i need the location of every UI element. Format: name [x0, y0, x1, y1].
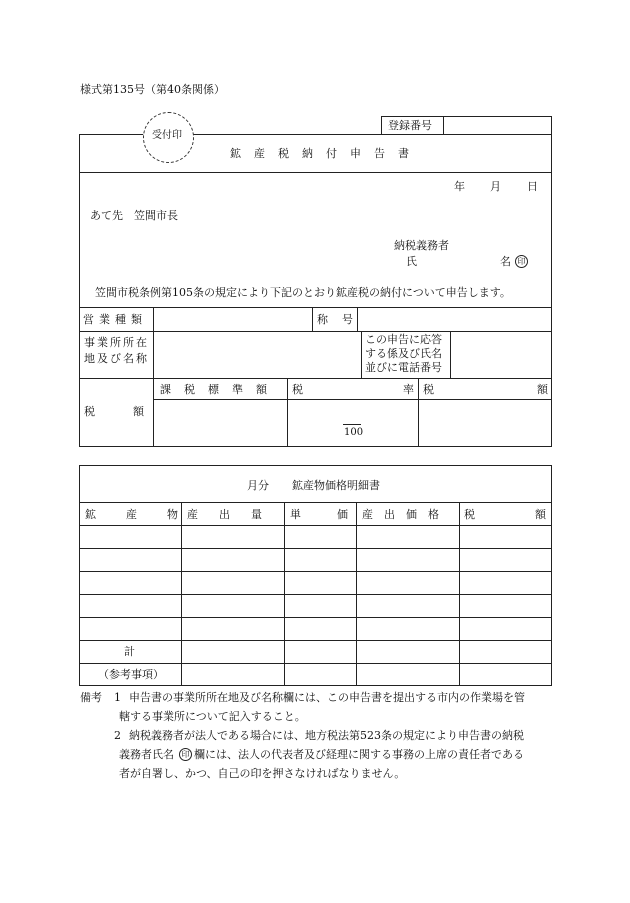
trade-name-label: [317, 313, 367, 326]
taxpayer-label: 納税義務者: [394, 239, 449, 252]
tax-amount-header-left: 税: [423, 383, 434, 396]
contact-label-3: 並びに電話番号: [365, 361, 442, 374]
business-type-field[interactable]: [155, 309, 310, 329]
note1-line2: 轄する事業所について記入すること。: [119, 710, 306, 723]
note2-line2-post: 欄には、法人の代表者及び経理に関する事務の上席の責任者である: [194, 748, 524, 761]
tax-amount-label-text: 税額: [84, 405, 182, 418]
addressee: あて先 笠間市長: [90, 209, 178, 222]
tax-amount-field[interactable]: [420, 401, 550, 445]
form-number: 様式第135号（第40条関係）: [80, 83, 225, 96]
name-label-2: 名: [500, 255, 511, 268]
receipt-stamp-label: 受付印: [152, 130, 182, 141]
header-mineral-text: 鉱産物: [85, 508, 208, 521]
office-label-2: 地及び名称: [84, 352, 149, 365]
note2-num: 2: [114, 729, 121, 742]
detail-title: 鉱産物価格明細書: [292, 479, 380, 492]
tax-base-header: 課税標準額: [160, 383, 280, 396]
form-title: 鉱 産 税 納 付 申 告 書: [230, 147, 410, 160]
header-tax: 税額: [464, 508, 606, 521]
business-type-label: 営業種類: [83, 313, 147, 326]
notes-label: 備考: [80, 691, 102, 704]
tax-rate-header-left: 税: [292, 383, 303, 396]
reference-label: （参考事項）: [98, 668, 164, 681]
date-day: 日: [527, 180, 538, 193]
trade-name-label-text: 称号: [317, 313, 367, 326]
registration-number-field[interactable]: [445, 117, 551, 134]
name-label-1: 氏: [406, 255, 417, 268]
seal-mark: 印: [515, 255, 528, 268]
seal-mark-note: 印: [179, 748, 192, 761]
tax-amount-header-right: 額: [537, 383, 548, 396]
header-unit-price: 単価: [290, 508, 384, 521]
registration-label: 登録番号: [388, 119, 432, 132]
note1-num: 1: [114, 691, 121, 704]
tax-amount-label: [84, 405, 182, 418]
total-label: 計: [124, 645, 135, 658]
contact-label-2: する係及び氏名: [365, 347, 442, 360]
tax-base-field[interactable]: [155, 401, 285, 445]
date-month: 月: [490, 180, 501, 193]
tax-rate-field[interactable]: [289, 401, 416, 445]
note2-line3: 者が自署し、かつ、自己の印を押さなければなりません。: [119, 767, 406, 780]
note2-line2-pre: 義務者氏名: [119, 748, 174, 761]
header-output: 産出量: [187, 508, 283, 521]
tax-rate-header-right: 率: [403, 383, 414, 396]
detail-title-month: 月分: [247, 479, 269, 492]
office-field[interactable]: [155, 333, 359, 376]
office-label-1: 事業所所在: [84, 336, 149, 349]
taxpayer-name-field[interactable]: [420, 252, 496, 268]
trade-name-field[interactable]: [359, 309, 550, 329]
note1-line1: 申告書の事業所所在地及び名称欄には、この申告書を提出する市内の作業場を管: [129, 691, 525, 704]
header-mineral: [85, 508, 208, 521]
header-output-value: 産出価格: [362, 508, 450, 521]
contact-label-1: この申告に応答: [365, 333, 442, 346]
detail-table: [79, 465, 552, 686]
contact-field[interactable]: [452, 333, 550, 376]
declaration-text: 笠間市税条例第105条の規定により下記のとおり鉱産税の納付について申告します。: [95, 286, 511, 299]
note2-line1: 納税義務者が法人である場合には、地方税法第523条の規定により申告書の納税: [129, 729, 524, 742]
date-year: 年: [454, 180, 465, 193]
rate-denominator: 100: [344, 427, 364, 438]
